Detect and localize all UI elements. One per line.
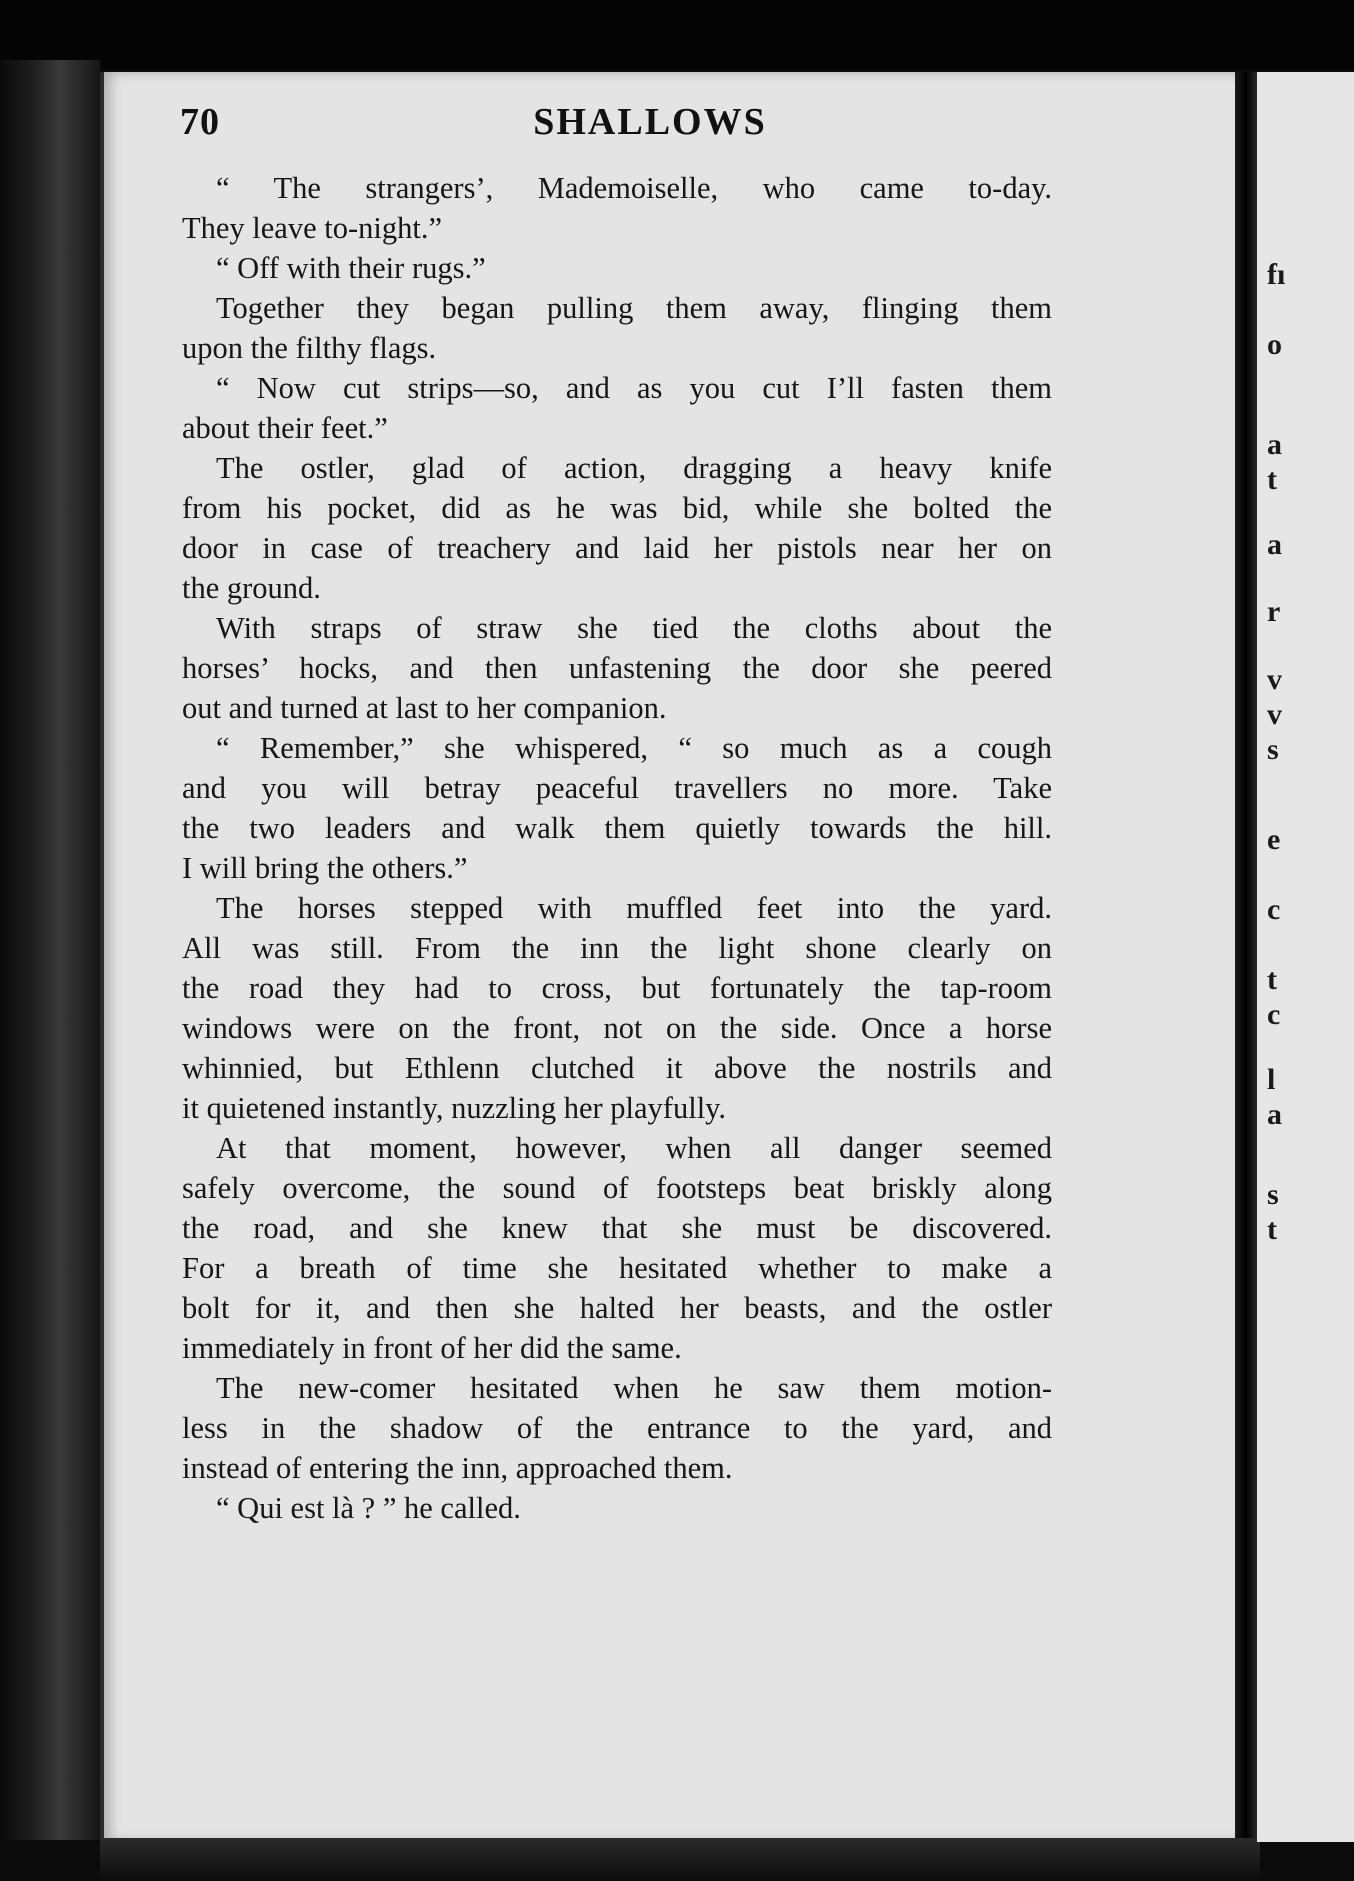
text-line: Together they began pulling them away, flinging them [216,291,1052,325]
scan-bottom-border [100,1838,1260,1881]
text-line: “ Remember,” she whispered, “ so much as a cough [216,731,1052,765]
facing-page-fragment: v [1267,698,1282,731]
scan-top-border [0,0,1354,70]
text-line: the road, and she knew that she must be discovered. [182,1211,1052,1245]
text-line: the ground. [182,571,321,605]
paragraph [182,288,1052,368]
text-line: They leave to-night.” [182,211,442,245]
facing-page-fragment: r [1267,595,1281,628]
running-header [180,100,1050,160]
text-line: With straps of straw she tied the cloths about the [216,611,1052,645]
text-line: I will bring the others.” [182,851,468,885]
paragraph [182,448,1052,608]
page-number: 70 [180,101,220,143]
text-line: door in case of treachery and laid her pistols near her on [182,531,1052,565]
paragraph [182,1368,1052,1488]
facing-page-fragment: l [1267,1063,1276,1096]
text-line: “ Now cut strips—so, and as you cut I’ll fasten them [216,371,1052,405]
text-line: At that moment, however, when all danger seemed [216,1131,1052,1165]
paragraph [182,1128,1052,1368]
facing-page-fragment: c [1267,893,1281,926]
paragraph [182,888,1052,1128]
running-title: SHALLOWS [533,101,767,143]
text-line: and you will betray peaceful travellers no more. Take [182,771,1052,805]
facing-page-fragment: a [1267,1098,1282,1131]
paragraph [182,1488,1052,1528]
facing-page-fragment: s [1267,733,1279,766]
text-line: the two leaders and walk them quietly towards the hill. [182,811,1052,845]
text-line: about their feet.” [182,411,388,445]
paragraph [182,168,1052,248]
facing-page-fragment: t [1267,463,1277,496]
paragraph [182,728,1052,888]
text-line: horses’ hocks, and then unfastening the door she peered [182,651,1052,685]
facing-page-fragment: v [1267,663,1282,696]
paragraph [182,608,1052,728]
text-line: immediately in front of her did the same. [182,1331,682,1365]
page-gutter [1235,72,1257,1842]
facing-page-fragment: a [1267,528,1282,561]
text-line: The ostler, glad of action, dragging a heavy knife [216,451,1052,485]
facing-page-edge [1257,72,1354,1842]
text-line: out and turned at last to her companion. [182,691,667,725]
text-line: For a breath of time she hesitated whether to make a [182,1251,1052,1285]
text-line: “ Qui est là ? ” he called. [216,1491,521,1525]
text-line: “ The strangers’, Mademoiselle, who came to-day. [216,171,1052,205]
paragraph [182,368,1052,448]
text-line: The horses stepped with muffled feet into the yard. [216,891,1052,925]
text-line: All was still. From the inn the light shone clearly on [182,931,1052,965]
text-line: from his pocket, did as he was bid, while she bolted the [182,491,1052,525]
text-line: whinnied, but Ethlenn clutched it above the nostrils and [182,1051,1052,1085]
text-line: instead of entering the inn, approached them. [182,1451,733,1485]
text-line: upon the filthy flags. [182,331,437,365]
paragraph [182,248,1052,288]
text-line: it quietened instantly, nuzzling her playfully. [182,1091,727,1125]
facing-page-fragment: fı [1267,258,1286,291]
text-line: windows were on the front, not on the side. Once a horse [182,1011,1052,1045]
text-line: The new-comer hesitated when he saw them motion- [216,1371,1052,1405]
facing-page-fragment: t [1267,1213,1277,1246]
facing-page-fragment: s [1267,1178,1279,1211]
facing-page-fragment: o [1267,328,1282,361]
text-line: bolt for it, and then she halted her beasts, and the ostler [182,1291,1052,1325]
facing-page-fragment: t [1267,963,1277,996]
facing-page-fragment: e [1267,823,1281,856]
book-spine-edge [0,60,100,1840]
facing-page-fragment: c [1267,998,1281,1031]
text-line: “ Off with their rugs.” [216,251,486,285]
text-line: the road they had to cross, but fortunately the tap-room [182,971,1052,1005]
body-text [182,168,1052,1528]
text-line: safely overcome, the sound of footsteps beat briskly along [182,1171,1052,1205]
text-line: less in the shadow of the entrance to the yard, and [182,1411,1052,1445]
facing-page-fragment: a [1267,428,1282,461]
